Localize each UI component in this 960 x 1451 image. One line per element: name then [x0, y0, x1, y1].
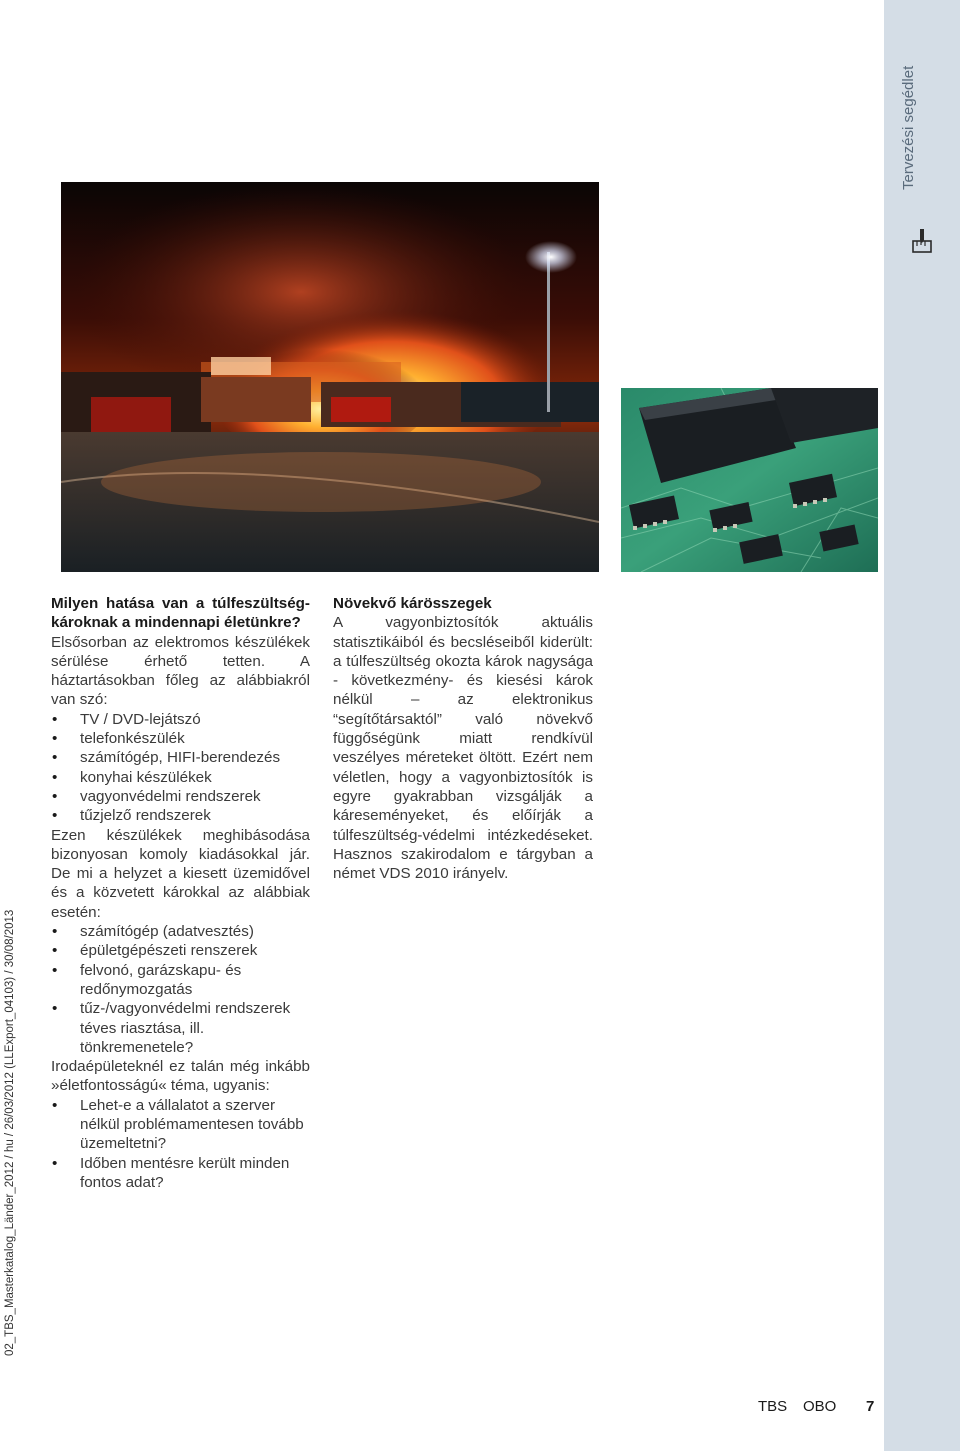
list-item: • vagyonvédelmi rendszerek: [51, 787, 310, 806]
circuit-board-photo: [621, 388, 878, 572]
list-item: • konyhai készülékek: [51, 768, 310, 787]
list-item: • felvonó, garázskapu- és redőnymozgatás: [51, 961, 310, 1000]
sidebar-strip: [884, 0, 960, 1451]
page-number: 7: [866, 1398, 875, 1415]
list-item: • TV / DVD-lejátszó: [51, 710, 310, 729]
left-paragraph-2: Ezen készülékek meghibásodása bizonyosan komoly kiadásokkal jár. De mi a helyzet a kiesett üzemidővel és a közvetett károkkal az alábbiak esetén:: [51, 826, 310, 921]
list-item: • tűzjelző rendszerek: [51, 806, 310, 825]
right-body: A vagyonbiztosítók aktuális statisztikáiból és becsléseiből kiderült: a túlfeszültség okozta károk nagysága - következmény- és kiesési károk nélkül – az elektronikus “segítőtársaktól” való növekvő függőségünk miatt rendkívül veszélyes méreteket öltött. Ezért nem véletlen, hogy a vagyonbiztosítók is egyre gyakrabban vizsgálják a káreseményeket, és előírják a túlfeszültség-védelmi intézkedéseket. Hasznos szakirodalom e tárgyban a német VDS 2010 irányelv.: [333, 614, 593, 883]
document-meta-line: 02_TBS_Masterkatalog_Länder_2012 / hu / 26/03/2012 (LLExport_04103) / 30/08/2013: [4, 909, 16, 1356]
household-devices-list: [51, 710, 310, 826]
right-heading: Növekvő kárösszegek: [333, 595, 492, 612]
list-item: • épületgépészeti renszerek: [51, 941, 310, 960]
list-item: • telefonkészülék: [51, 729, 310, 748]
list-item: • Időben mentésre került minden fontos adat?: [51, 1154, 310, 1193]
list-item: • számítógép, HIFI-berendezés: [51, 748, 310, 767]
fire-photo: [61, 182, 599, 572]
list-item: • Lehet-e a vállalatot a szerver nélkül problémamentesen tovább üzemeltetni?: [51, 1096, 310, 1154]
list-item: • tűz-/vagyonvédelmi rendszerek téves riasztása, ill. tönkremenetele?: [51, 999, 310, 1057]
footer-brand-tbs: TBS: [758, 1398, 788, 1415]
left-paragraph-3: Irodaépületeknél ez talán még inkább »életfontosságú« téma, ugyanis:: [51, 1058, 310, 1095]
section-title: Tervezési segédlet: [900, 65, 917, 190]
left-intro: Elsősorban az elektromos készülékek sérülése érhető tetten. A háztartásokban főleg az alábbiakról van szó:: [51, 633, 310, 709]
left-column: [51, 594, 310, 1192]
right-column: [333, 594, 593, 883]
footer-brand-obo: OBO: [803, 1398, 837, 1415]
office-questions-list: [51, 1096, 310, 1192]
left-heading: Milyen hatása van a túlfeszültség-károknak a mindennapi életünkre?: [51, 595, 310, 632]
list-item: • számítógép (adatvesztés): [51, 922, 310, 941]
downtime-list: [51, 922, 310, 1057]
design-tools-icon: [911, 228, 933, 254]
